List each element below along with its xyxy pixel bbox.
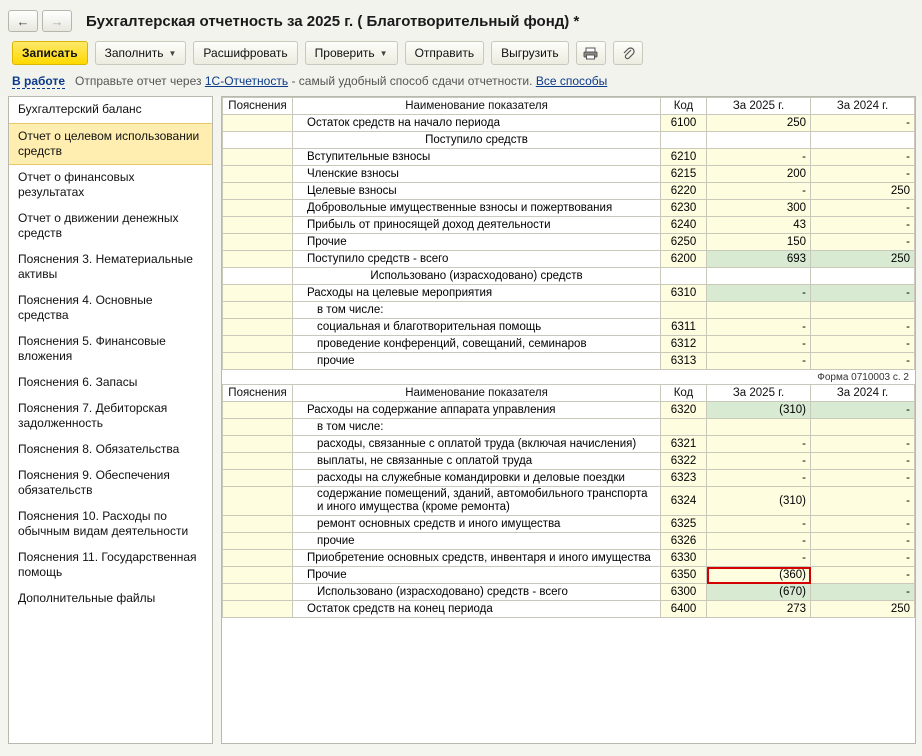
cell-indicator[interactable]: Использовано (израсходовано) средств - всего [293,584,661,601]
cell-current-year[interactable] [707,302,811,319]
cell-explanations[interactable] [223,268,293,285]
cell-prev-year[interactable]: - [811,436,915,453]
table-row[interactable] [223,436,915,453]
table-row[interactable] [223,453,915,470]
cell-prev-year[interactable]: - [811,200,915,217]
cell-indicator[interactable]: расходы, связанные с оплатой труда (включая начисления) [293,436,661,453]
header-year-current: За 2025 г. [707,98,811,115]
table-row[interactable] [223,533,915,550]
cell-current-year[interactable]: 43 [707,217,811,234]
cell-indicator[interactable]: выплаты, не связанные с оплатой труда [293,453,661,470]
decipher-button[interactable] [193,41,297,65]
cell-code[interactable]: 6215 [661,166,707,183]
cell-current-year[interactable]: - [707,516,811,533]
cell-code[interactable]: 6230 [661,200,707,217]
cell-indicator[interactable]: Расходы на целевые мероприятия [293,285,661,302]
cell-current-year[interactable] [707,419,811,436]
chevron-down-icon: ▼ [379,48,388,58]
table-section-row [223,132,915,149]
cell-explanations[interactable] [223,302,293,319]
chevron-down-icon: ▼ [168,48,177,58]
cell-code[interactable]: 6200 [661,251,707,268]
cell-code[interactable] [661,419,707,436]
cell-code[interactable]: 6326 [661,533,707,550]
print-button[interactable] [576,41,606,65]
cell-prev-year[interactable]: - [811,470,915,487]
cell-prev-year[interactable]: - [811,166,915,183]
cell-prev-year[interactable] [811,302,915,319]
status-text-before: Отправьте отчет через [75,74,202,88]
report-table-area[interactable] [221,96,916,744]
cell-prev-year[interactable]: - [811,453,915,470]
cell-indicator[interactable]: Остаток средств на конец периода [293,601,661,618]
cell-explanations[interactable] [223,550,293,567]
cell-section-title: Использовано (израсходовано) средств [293,268,661,285]
header-year-current: За 2025 г. [707,385,811,402]
sidebar-item-financial-results[interactable]: Отчет о финансовых результатах [18,170,135,199]
sidebar-item-note-6[interactable]: Пояснения 6. Запасы [18,375,138,389]
cell-current-year[interactable]: 200 [707,166,811,183]
cell-explanations[interactable] [223,419,293,436]
cell-indicator[interactable]: Добровольные имущественные взносы и пожертвования [293,200,661,217]
table-total-row[interactable] [223,285,915,302]
cell-prev-year[interactable]: - [811,234,915,251]
cell-prev-year[interactable]: - [811,533,915,550]
record-button[interactable] [12,41,88,65]
cell-explanations[interactable] [223,601,293,618]
header-year-prev: За 2024 г. [811,98,915,115]
cell-code[interactable]: 6350 [661,567,707,584]
cell-code[interactable]: 6322 [661,453,707,470]
status-line [0,70,922,96]
table-row-highlighted[interactable] [223,567,915,584]
report-table-part-1 [222,97,915,370]
cell-code[interactable]: 6400 [661,601,707,618]
cell-indicator[interactable]: Вступительные взносы [293,149,661,166]
cell-indicator[interactable]: социальная и благотворительная помощь [293,319,661,336]
table-row[interactable] [223,217,915,234]
cell-prev-year[interactable]: - [811,217,915,234]
cell-code[interactable]: 6240 [661,217,707,234]
cell-code[interactable]: 6324 [661,487,707,516]
fill-button[interactable] [95,41,187,65]
cell-code[interactable]: 6321 [661,436,707,453]
cell-prev-year[interactable] [811,268,915,285]
cell-prev-year[interactable] [811,132,915,149]
upload-button[interactable] [491,41,569,65]
printer-icon [583,47,598,60]
sidebar-item-note-10[interactable]: Пояснения 10. Расходы по обычным видам деятельности [18,509,189,538]
toolbar [0,38,922,70]
cell-prev-year[interactable]: - [811,516,915,533]
cell-explanations[interactable] [223,336,293,353]
window-header [0,0,922,38]
report-table-part-2 [222,384,915,618]
cell-explanations[interactable] [223,319,293,336]
sidebar-item-note-9[interactable]: Пояснения 9. Обеспечения обязательств [18,468,170,497]
cell-explanations[interactable] [223,470,293,487]
sidebar-item-cash-flow[interactable]: Отчет о движении денежных средств [18,211,179,240]
cell-explanations[interactable] [223,567,293,584]
cell-current-year[interactable] [707,268,811,285]
cell-code[interactable]: 6323 [661,470,707,487]
cell-prev-year[interactable]: 250 [811,601,915,618]
cell-indicator[interactable]: Поступило средств - всего [293,251,661,268]
form-note: Форма 0710003 с. 2 [222,370,915,384]
cell-prev-year[interactable]: - [811,550,915,567]
cell-current-year[interactable] [707,132,811,149]
cell-explanations[interactable] [223,353,293,370]
cell-explanations[interactable] [223,132,293,149]
cell-explanations[interactable] [223,436,293,453]
cell-prev-year[interactable]: - [811,402,915,419]
main-area [0,96,922,744]
sidebar-item-note-11[interactable]: Пояснения 11. Государственная помощь [18,550,197,579]
header-year-prev: За 2024 г. [811,385,915,402]
status-text-after: - самый удобный способ сдачи отчетности. [291,74,533,88]
cell-explanations[interactable] [223,487,293,516]
cell-indicator[interactable]: расходы на служебные командировки и деловые поездки [293,470,661,487]
cell-indicator[interactable]: содержание помещений, зданий, автомобильного транспорта и иного имущества (кроме ремонта) [293,487,661,516]
cell-current-year[interactable]: 300 [707,200,811,217]
cell-indicator[interactable]: Остаток средств на начало периода [293,115,661,132]
cell-current-year-selected[interactable]: (360) [707,567,811,584]
cell-indicator[interactable]: проведение конференций, совещаний, семинаров [293,336,661,353]
sidebar-item-note-8[interactable]: Пояснения 8. Обязательства [18,442,180,456]
cell-explanations[interactable] [223,533,293,550]
table-row[interactable] [223,302,915,319]
cell-code[interactable]: 6310 [661,285,707,302]
cell-indicator[interactable]: Прочие [293,234,661,251]
cell-current-year[interactable]: - [707,353,811,370]
cell-explanations[interactable] [223,285,293,302]
cell-indicator[interactable]: Прибыль от приносящей доход деятельности [293,217,661,234]
cell-indicator[interactable]: прочие [293,353,661,370]
cell-prev-year[interactable]: - [811,115,915,132]
cell-prev-year[interactable]: - [811,285,915,302]
cell-current-year[interactable]: 150 [707,234,811,251]
cell-code[interactable]: 6325 [661,516,707,533]
cell-prev-year[interactable]: - [811,319,915,336]
cell-current-year[interactable]: - [707,436,811,453]
cell-prev-year[interactable]: - [811,584,915,601]
cell-code[interactable]: 6220 [661,183,707,200]
table-row[interactable] [223,336,915,353]
cell-explanations[interactable] [223,584,293,601]
header-indicator: Наименование показателя [293,98,661,115]
table-row[interactable] [223,319,915,336]
cell-explanations[interactable] [223,251,293,268]
cell-explanations[interactable] [223,217,293,234]
table-section-row [223,268,915,285]
sidebar-item-note-7[interactable]: Пояснения 7. Дебиторская задолженность [18,401,168,430]
table-header-row [223,385,915,402]
cell-current-year[interactable]: 250 [707,115,811,132]
send-button[interactable] [405,41,485,65]
status-badge[interactable]: В работе [12,74,65,88]
cell-indicator[interactable]: Приобретение основных средств, инвентаря и иного имущества [293,550,661,567]
cell-indicator[interactable]: в том числе: [293,302,661,319]
cell-prev-year[interactable]: - [811,487,915,516]
sidebar-item-additional-files[interactable]: Дополнительные файлы [18,591,156,605]
cell-code[interactable]: 6250 [661,234,707,251]
cell-current-year[interactable]: - [707,336,811,353]
cell-indicator[interactable]: Членские взносы [293,166,661,183]
cell-current-year[interactable]: - [707,470,811,487]
table-total-row[interactable] [223,251,915,268]
header-code: Код [661,385,707,402]
cell-current-year[interactable]: 693 [707,251,811,268]
table-total-row[interactable] [223,584,915,601]
cell-prev-year[interactable]: - [811,336,915,353]
table-row[interactable] [223,149,915,166]
cell-prev-year[interactable] [811,419,915,436]
cell-explanations[interactable] [223,166,293,183]
header-code: Код [661,98,707,115]
cell-code[interactable] [661,302,707,319]
record-button-label: Записать [22,46,78,60]
table-row[interactable] [223,470,915,487]
cell-current-year[interactable]: 273 [707,601,811,618]
cell-explanations[interactable] [223,234,293,251]
back-arrow-icon[interactable]: ← [8,10,38,32]
cell-prev-year[interactable]: 250 [811,251,915,268]
status-message [75,74,607,88]
sidebar-item-note-4[interactable]: Пояснения 4. Основные средства [18,293,153,322]
cell-current-year[interactable]: - [707,285,811,302]
send-button-label: Отправить [414,46,475,60]
header-indicator: Наименование показателя [293,385,661,402]
cell-current-year[interactable]: (310) [707,402,811,419]
page-title: Бухгалтерская отчетность за 2025 г. ( Благотворительный фонд) * [86,12,580,30]
cell-indicator[interactable]: Расходы на содержание аппарата управления [293,402,661,419]
check-button-label: Проверить [314,46,375,60]
table-row[interactable] [223,516,915,533]
cell-explanations[interactable] [223,149,293,166]
table-row[interactable] [223,183,915,200]
cell-explanations[interactable] [223,183,293,200]
cell-explanations[interactable] [223,200,293,217]
cell-section-title: Поступило средств [293,132,661,149]
table-row[interactable] [223,200,915,217]
sidebar [8,96,213,744]
table-header-row [223,98,915,115]
cell-current-year[interactable]: - [707,550,811,567]
cell-current-year[interactable]: - [707,183,811,200]
table-row[interactable] [223,353,915,370]
cell-code[interactable]: 6311 [661,319,707,336]
cell-code[interactable]: 6320 [661,402,707,419]
paperclip-icon [621,46,635,60]
cell-code[interactable] [661,132,707,149]
table-row[interactable] [223,487,915,516]
cell-code[interactable]: 6300 [661,584,707,601]
cell-code[interactable]: 6313 [661,353,707,370]
table-row[interactable] [223,601,915,618]
cell-prev-year[interactable]: - [811,567,915,584]
link-1c-otchetnost[interactable]: 1С-Отчетность [204,74,289,88]
table-row[interactable] [223,550,915,567]
link-all-methods[interactable]: Все способы [535,74,608,88]
cell-indicator[interactable]: Прочие [293,567,661,584]
cell-current-year[interactable]: - [707,453,811,470]
cell-current-year[interactable]: (310) [707,487,811,516]
cell-current-year[interactable]: - [707,319,811,336]
cell-indicator[interactable]: в том числе: [293,419,661,436]
sidebar-item-note-5[interactable]: Пояснения 5. Финансовые вложения [18,334,166,363]
cell-explanations[interactable] [223,402,293,419]
table-row[interactable] [223,234,915,251]
cell-current-year[interactable]: (670) [707,584,811,601]
attach-button[interactable] [613,41,643,65]
cell-explanations[interactable] [223,453,293,470]
decipher-button-label: Расшифровать [203,46,288,60]
cell-indicator[interactable]: прочие [293,533,661,550]
upload-button-label: Выгрузить [501,46,559,60]
cell-prev-year[interactable]: - [811,149,915,166]
cell-code[interactable]: 6330 [661,550,707,567]
header-explanations: Пояснения [223,385,293,402]
cell-code[interactable] [661,268,707,285]
cell-explanations[interactable] [223,115,293,132]
forward-arrow-icon[interactable]: → [42,10,72,32]
check-button[interactable] [305,41,398,65]
header-explanations: Пояснения [223,98,293,115]
cell-code[interactable]: 6210 [661,149,707,166]
cell-prev-year[interactable]: - [811,353,915,370]
sidebar-item-note-3[interactable]: Пояснения 3. Нематериальные активы [18,252,193,281]
cell-indicator[interactable]: ремонт основных средств и иного имущества [293,516,661,533]
cell-indicator[interactable]: Целевые взносы [293,183,661,200]
table-total-row[interactable] [223,402,915,419]
table-row[interactable] [223,419,915,436]
table-row[interactable] [223,115,915,132]
cell-explanations[interactable] [223,516,293,533]
cell-code[interactable]: 6100 [661,115,707,132]
fill-button-label: Заполнить [104,46,164,60]
cell-current-year[interactable]: - [707,533,811,550]
navigation-buttons [8,10,72,32]
cell-prev-year[interactable]: 250 [811,183,915,200]
cell-code[interactable]: 6312 [661,336,707,353]
sidebar-item-targeted-funds-report[interactable]: Отчет о целевом использовании средств [9,123,212,165]
sidebar-item-balance[interactable]: Бухгалтерский баланс [18,102,142,116]
cell-current-year[interactable]: - [707,149,811,166]
table-row[interactable] [223,166,915,183]
